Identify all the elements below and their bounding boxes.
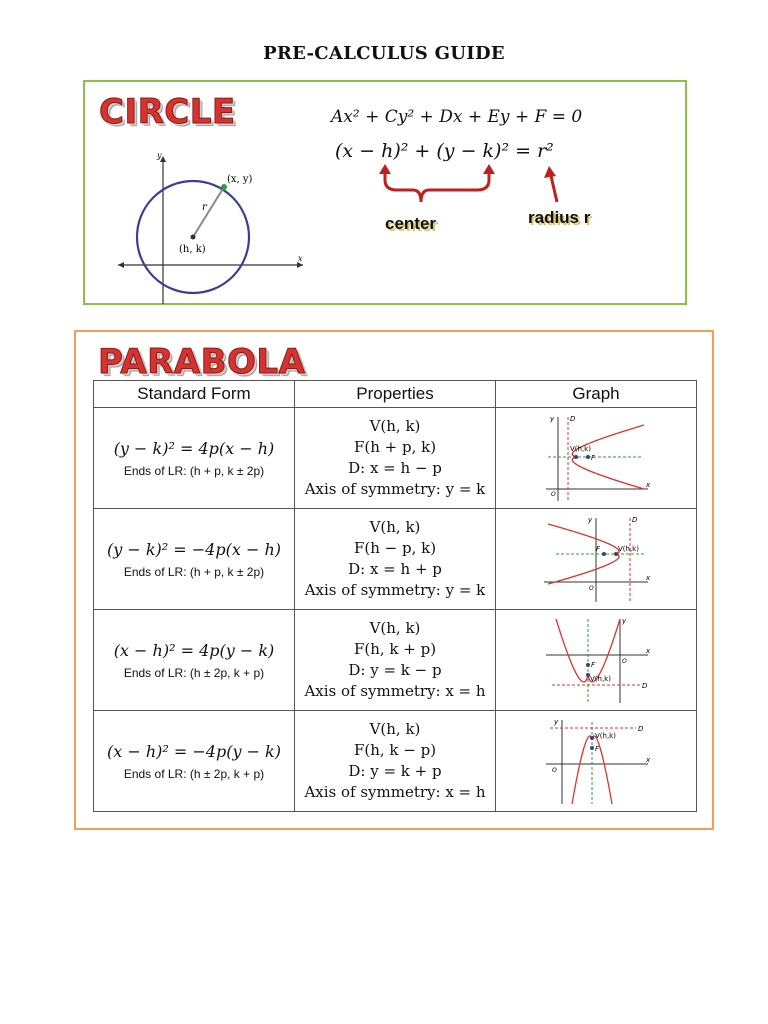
table-row [94, 610, 697, 711]
header-standard-form: Standard Form [94, 381, 295, 408]
latus-rectum-ends: Ends of LR: (h + p, k ± 2p) [123, 463, 265, 478]
circle-section [83, 80, 687, 305]
latus-rectum-ends: Ends of LR: (h + p, k ± 2p) [123, 564, 265, 579]
page-title: PRE-CALCULUS GUIDE [263, 43, 505, 64]
directrix-label: D [642, 682, 648, 690]
form-cell [94, 610, 295, 711]
axis-of-symmetry-property: Axis of symmetry: y = k [304, 480, 486, 498]
latus-rectum-ends: Ends of LR: (h ± 2p, k + p) [123, 766, 265, 781]
circle-point-label: (x, y) [227, 174, 253, 185]
graph-cell [496, 711, 697, 812]
graph-cell [496, 408, 697, 509]
properties-cell [295, 610, 496, 711]
directrix-label: D [638, 725, 644, 733]
circle-center-label: (h, k) [179, 244, 206, 255]
circle-title: CIRCLE [99, 92, 236, 132]
y-axis-label: y [588, 516, 593, 524]
directrix-label: D [570, 415, 576, 423]
properties-cell [295, 408, 496, 509]
focus-label: F [595, 745, 600, 753]
focus-property: F(h, k + p) [353, 640, 437, 658]
table-row [94, 711, 697, 812]
directrix-property: D: y = k + p [348, 762, 442, 780]
standard-form-equation: (y − k)² = −4p(x − h) [106, 539, 281, 559]
directrix-property: D: x = h + p [348, 560, 442, 578]
focus-property: F(h + p, k) [353, 438, 437, 456]
properties-cell [295, 509, 496, 610]
parabola-graph-right [536, 411, 656, 505]
parabola-section [74, 330, 714, 830]
x-axis-label: x [646, 647, 651, 655]
vertex-label: V(h,k) [590, 675, 611, 683]
vertex-label: V(h,k) [618, 545, 639, 553]
circle-standard-equation: (x − h)² + (y − k)² = r² [335, 140, 554, 162]
header-graph: Graph [496, 381, 697, 408]
vertex-label: V(h,k) [570, 445, 591, 453]
properties-cell [295, 711, 496, 812]
radius-label: radius r [528, 208, 591, 227]
directrix-property: D: y = k − p [348, 661, 442, 679]
parabola-table [93, 380, 697, 812]
vertex-label: V(h,k) [595, 732, 616, 740]
table-row [94, 408, 697, 509]
x-axis-label: x [646, 481, 651, 489]
latus-rectum-ends: Ends of LR: (h ± 2p, k + p) [123, 665, 265, 680]
parabola-title: PARABOLA [98, 342, 306, 382]
vertex-property: V(h, k) [369, 417, 421, 435]
vertex-property: V(h, k) [369, 619, 421, 637]
parabola-graph-down [536, 714, 656, 808]
circle-x-axis-label: x [298, 254, 303, 263]
x-axis-label: x [646, 574, 651, 582]
vertex-property: V(h, k) [369, 720, 421, 738]
y-axis-label: y [554, 718, 559, 726]
circle-y-axis-label: y [157, 151, 162, 160]
origin-label: O [589, 585, 594, 592]
focus-label: F [591, 661, 596, 669]
vertex-property: V(h, k) [369, 518, 421, 536]
standard-form-equation: (y − k)² = 4p(x − h) [113, 438, 275, 458]
origin-label: O [551, 491, 556, 498]
form-cell [94, 711, 295, 812]
y-axis-label: y [550, 415, 555, 423]
table-row [94, 509, 697, 610]
axis-of-symmetry-property: Axis of symmetry: x = h [304, 783, 486, 801]
origin-label: O [622, 658, 627, 665]
axis-of-symmetry-property: Axis of symmetry: y = k [304, 581, 486, 599]
circle-r-label: r [202, 202, 207, 213]
graph-cell [496, 610, 697, 711]
header-properties: Properties [295, 381, 496, 408]
focus-label: F [591, 454, 596, 462]
form-cell [94, 408, 295, 509]
parabola-graph-left [536, 512, 656, 606]
standard-form-equation: (x − h)² = −4p(y − k) [106, 741, 281, 761]
directrix-property: D: x = h − p [348, 459, 442, 477]
focus-label: F [596, 545, 601, 553]
origin-label: O [552, 767, 557, 774]
x-axis-label: x [646, 756, 651, 764]
circle-graph [113, 144, 313, 304]
y-axis-label: y [622, 617, 627, 625]
graph-cell [496, 509, 697, 610]
directrix-label: D [632, 516, 638, 524]
center-label: center [385, 214, 437, 233]
form-cell [94, 509, 295, 610]
circle-general-equation: Ax² + Cy² + Dx + Ey + F = 0 [331, 107, 583, 127]
focus-property: F(h − p, k) [353, 539, 437, 557]
standard-form-equation: (x − h)² = 4p(y − k) [113, 640, 275, 660]
focus-property: F(h, k − p) [353, 741, 437, 759]
parabola-graph-up [536, 613, 656, 707]
axis-of-symmetry-property: Axis of symmetry: x = h [304, 682, 486, 700]
